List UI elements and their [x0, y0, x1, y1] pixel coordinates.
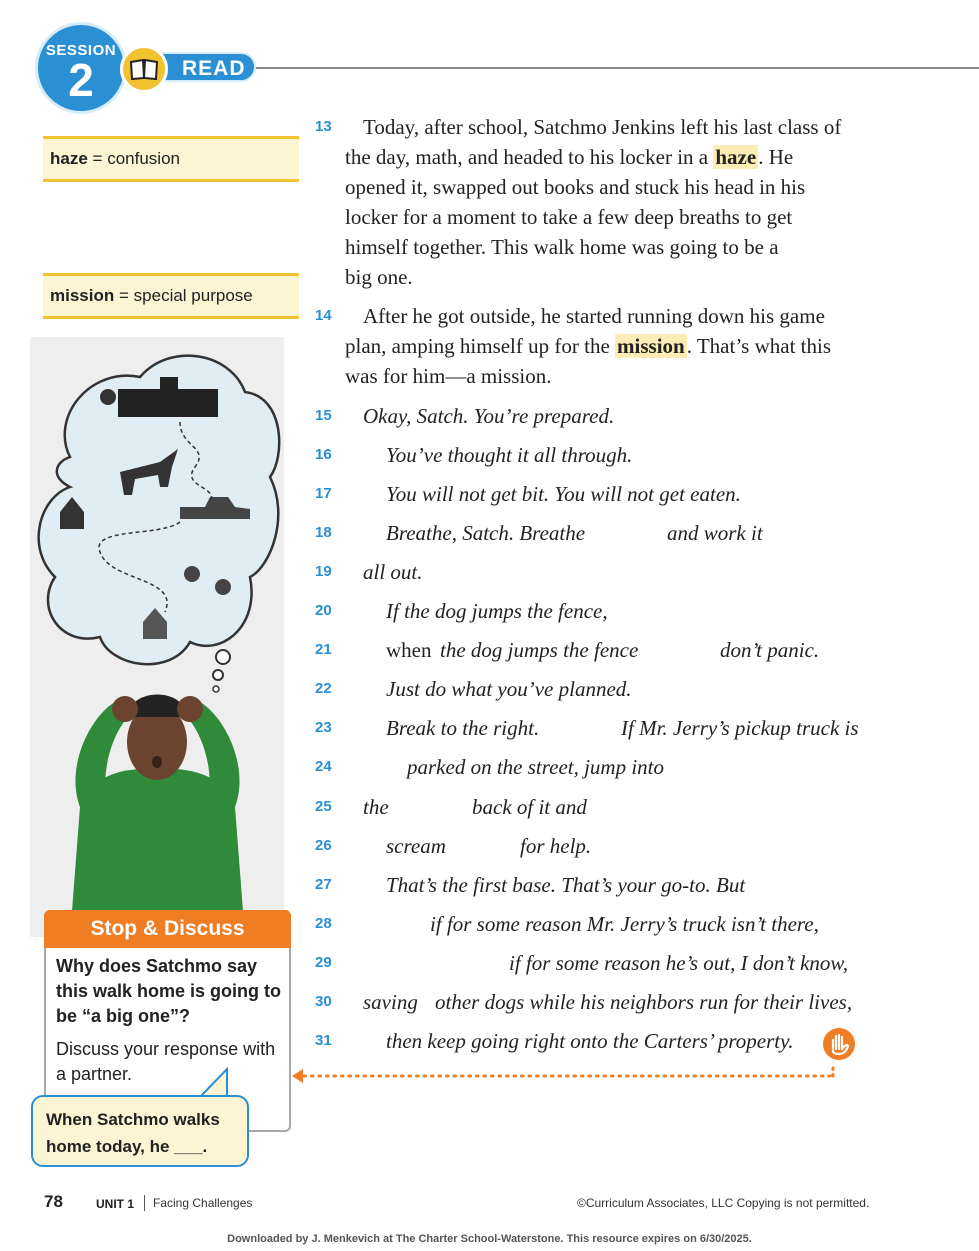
- dotted-arrow-left: [290, 1064, 840, 1088]
- passage-line: [315, 262, 895, 292]
- passage-line-31: [315, 1026, 895, 1056]
- line-number: 29: [315, 954, 332, 971]
- line-number: 30: [315, 993, 332, 1010]
- line-number: 24: [315, 758, 332, 775]
- line-text: if for some reason Mr. Jerry’s truck isn’t there,: [430, 912, 819, 936]
- line-number: 22: [315, 680, 332, 697]
- stop-discuss-title: Stop & Discuss: [44, 910, 291, 948]
- passage-line-30: [315, 987, 895, 1017]
- copyright-notice: ©Curriculum Associates, LLC Copying is not permitted.: [577, 1196, 870, 1210]
- stop-discuss-instruction: Discuss your response with a partner.: [56, 1039, 276, 1084]
- line-text: if for some reason he’s out, I don’t know,: [509, 951, 849, 975]
- unit-divider: [144, 1195, 145, 1211]
- stop-discuss-question: Why does Satchmo say this walk home is going to be “a big one”?: [56, 956, 282, 1026]
- text-part: . That’s what this: [686, 334, 831, 358]
- line-text: You’ve thought it all through.: [386, 443, 633, 467]
- passage-line: [315, 232, 895, 262]
- stop-hand-icon: [822, 1027, 856, 1061]
- passage-line-13: [315, 112, 895, 142]
- line-text: If Mr. Jerry’s pickup truck is: [621, 716, 859, 740]
- line-text: Just do what you’ve planned.: [386, 677, 632, 701]
- passage-line: [315, 331, 895, 361]
- line-number: 18: [315, 524, 332, 541]
- line-number: 25: [315, 798, 332, 815]
- passage-line-18: [315, 518, 895, 548]
- glossary-definition: special purpose: [133, 286, 253, 305]
- line-number: 19: [315, 563, 332, 580]
- line-text: the dog jumps the fence: [440, 638, 639, 662]
- line-number: 15: [315, 407, 332, 424]
- passage-line: [315, 202, 895, 232]
- line-text: parked on the street, jump into: [407, 755, 665, 779]
- session-label: SESSION: [45, 42, 117, 59]
- line-text: [345, 142, 793, 172]
- line-text: opened it, swapped out books and stuck his head in his: [345, 175, 806, 199]
- line-number: 17: [315, 485, 332, 502]
- line-text: You will not get bit. You will not get eaten.: [386, 482, 741, 506]
- line-text: for help.: [520, 834, 592, 858]
- line-number: 26: [315, 837, 332, 854]
- line-text: the: [363, 795, 389, 819]
- vocab-haze: haze: [715, 145, 757, 169]
- line-text: when: [386, 638, 432, 662]
- line-text: big one.: [345, 265, 413, 289]
- passage-line-17: [315, 479, 895, 509]
- glossary-equals: =: [118, 286, 129, 305]
- line-text: other dogs while his neighbors run for their lives,: [435, 990, 853, 1014]
- download-notice: Downloaded by J. Menkevich at The Charter School-Waterstone. This resource expires on 6/30/2025.: [227, 1233, 752, 1245]
- passage-line-23: [315, 713, 895, 743]
- passage-line-25: [315, 792, 895, 822]
- passage-line-26: [315, 831, 895, 861]
- line-text: was for him—a mission.: [345, 364, 552, 388]
- passage-line-21: [315, 635, 895, 665]
- line-text: Break to the right.: [386, 716, 540, 740]
- line-text: [345, 331, 831, 361]
- line-text: That’s the first base. That’s your go-to. But: [386, 873, 746, 897]
- line-text: locker for a moment to take a few deep breaths to get: [345, 205, 793, 229]
- book-icon: [120, 45, 168, 93]
- line-text: saving: [363, 990, 418, 1014]
- read-label: READ: [150, 52, 256, 82]
- passage-line-29: [315, 948, 895, 978]
- page-number: 78: [44, 1192, 63, 1211]
- text-part: the day, math, and headed to his locker in a: [345, 145, 714, 169]
- line-text: all out.: [363, 560, 423, 584]
- vocab-mission: mission: [617, 334, 685, 358]
- line-number: 14: [315, 307, 332, 324]
- line-number: 20: [315, 602, 332, 619]
- unit-title: Facing Challenges: [153, 1196, 253, 1210]
- sentence-starter: When Satchmo walks home today, he ___.: [46, 1110, 220, 1156]
- line-number: 13: [315, 118, 332, 135]
- glossary-equals: =: [92, 149, 103, 168]
- session-badge: [35, 22, 127, 114]
- passage-line-19: [315, 557, 895, 587]
- line-text: scream: [386, 834, 446, 858]
- passage-line: [315, 142, 895, 172]
- session-number: 2: [68, 54, 94, 106]
- unit-label: UNIT 1: [96, 1197, 135, 1211]
- glossary-definition: confusion: [107, 149, 180, 168]
- header-rule: [240, 67, 979, 69]
- passage-line-27: [315, 870, 895, 900]
- line-number: 28: [315, 915, 332, 932]
- line-text: back of it and: [472, 795, 587, 819]
- text-part: . He: [758, 145, 794, 169]
- glossary-haze: [43, 136, 299, 182]
- glossary-term: mission: [50, 286, 115, 305]
- passage-line-16: [315, 440, 895, 470]
- line-text: himself together. This walk home was going to be a: [345, 235, 779, 259]
- line-text: then keep going right onto the Carters’ property.: [386, 1029, 794, 1053]
- thought-bubble-illustration: [30, 337, 284, 937]
- line-text: If the dog jumps the fence,: [386, 599, 608, 623]
- glossary-mission: [43, 273, 299, 319]
- line-number: 31: [315, 1032, 332, 1049]
- line-number: 23: [315, 719, 332, 736]
- line-number: 21: [315, 641, 332, 658]
- passage-line: [315, 172, 895, 202]
- line-text: After he got outside, he started running down his game: [363, 304, 825, 328]
- line-number: 27: [315, 876, 332, 893]
- passage-line: [315, 361, 895, 391]
- line-number: 16: [315, 446, 332, 463]
- passage-line-15: [315, 401, 895, 431]
- line-text: and work it: [667, 521, 763, 545]
- glossary-term: haze: [50, 149, 88, 168]
- line-text: don’t panic.: [720, 638, 820, 662]
- text-part: plan, amping himself up for the: [345, 334, 616, 358]
- passage-line-24: [315, 752, 895, 782]
- line-text: Breathe, Satch. Breathe: [386, 521, 586, 545]
- passage-line-14: [315, 301, 895, 331]
- line-text: Today, after school, Satchmo Jenkins left his last class of: [363, 115, 842, 139]
- passage-line-22: [315, 674, 895, 704]
- passage-line-28: [315, 909, 895, 939]
- line-text: Okay, Satch. You’re prepared.: [363, 404, 615, 428]
- passage-line-20: [315, 596, 895, 626]
